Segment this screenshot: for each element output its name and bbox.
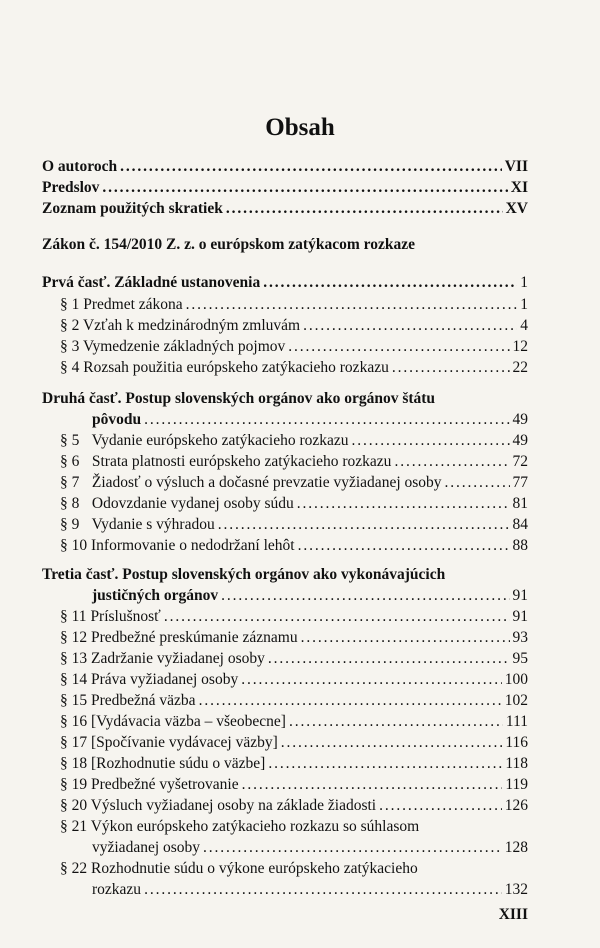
toc-entry-page: 49 (512, 432, 528, 449)
dot-leader (186, 296, 518, 314)
dot-leader (164, 608, 510, 626)
page-title: Obsah (265, 114, 335, 141)
toc-entry-preface (42, 179, 528, 201)
toc-entry (60, 296, 528, 318)
dot-leader (392, 359, 510, 377)
toc-entry-page: 77 (512, 474, 528, 491)
toc-entry (60, 650, 528, 672)
section-number: § 15 (60, 692, 88, 709)
page-number: XIII (498, 906, 528, 923)
toc-entry-label: O autoroch (42, 158, 118, 175)
toc-entry-page: 111 (505, 713, 528, 730)
section-number: § 7 (60, 474, 80, 491)
section-number: § 17 (60, 734, 88, 751)
toc-part-title: Prvá časť. Základné ustanovenia (42, 274, 261, 291)
toc-entry-page: 93 (512, 629, 528, 646)
toc-part-title-continued: justičných orgánov (92, 587, 219, 604)
toc-entry-page: 126 (504, 797, 528, 814)
toc-entry-label: Predbežné preskúmanie záznamu (91, 629, 298, 646)
section-number: § 3 (60, 338, 80, 355)
toc-entry-abbreviations (42, 200, 528, 222)
section-number: § 11 (60, 608, 87, 625)
toc-entry (60, 453, 528, 475)
toc-entry-22-line1 (60, 860, 418, 878)
toc-entry-page: 118 (505, 755, 528, 772)
section-number: § 5 (60, 432, 80, 449)
toc-part-3 (92, 587, 528, 609)
toc-entry-label: Odovzdanie vydanej osoby súdu (91, 495, 294, 512)
toc-entry-page: 116 (505, 734, 528, 751)
toc-entry-page: 128 (504, 839, 528, 856)
dot-leader (394, 453, 509, 471)
dot-leader (144, 411, 509, 429)
toc-entry-label: Vzťah k medzinárodným zmluvám (82, 317, 301, 334)
toc-entry (60, 432, 528, 454)
toc-entry (60, 776, 528, 798)
section-number: § 22 (60, 860, 88, 877)
toc-entry-page: 12 (512, 338, 528, 355)
section-number: § 8 (60, 495, 80, 512)
toc-entry-label: Príslušnosť (90, 608, 161, 625)
toc-part-1 (42, 274, 528, 296)
toc-entry-page: XI (510, 179, 528, 196)
toc-entry (60, 755, 528, 777)
dot-leader (379, 797, 502, 815)
dot-leader (352, 432, 510, 450)
toc-entry-page: 72 (512, 453, 528, 470)
dot-leader (303, 317, 517, 335)
toc-entry-label: Vydanie európskeho zatýkacieho rozkazu (91, 432, 349, 449)
dot-leader (298, 537, 510, 555)
toc-entry-label: Strata platnosti európskeho zatýkacieho rozkazu (91, 453, 392, 470)
dot-leader (263, 274, 517, 292)
toc-entry-page: XV (505, 200, 528, 217)
section-number: § 14 (60, 671, 88, 688)
section-number: § 21 (60, 818, 88, 835)
law-heading: Zákon č. 154/2010 Z. z. o európskom zatýkacom rozkaze (42, 236, 415, 253)
section-number: § 16 (60, 713, 88, 730)
toc-entry-page: 95 (512, 650, 528, 667)
toc-entry (60, 734, 528, 756)
section-number: § 10 (60, 537, 88, 554)
toc-entry-label: Predmet zákona (83, 296, 183, 313)
dot-leader (203, 839, 502, 857)
toc-entry-21 (92, 839, 528, 861)
toc-part-title-continued: pôvodu (92, 411, 142, 428)
toc-entry-page: 91 (512, 608, 528, 625)
toc-entry (60, 495, 528, 517)
dot-leader (289, 713, 503, 731)
toc-entry-label: Práva vyžiadanej osoby (91, 671, 239, 688)
section-number: § 20 (60, 797, 88, 814)
toc-entry-label: Rozsah použitia európskeho zatýkacieho rozkazu (83, 359, 389, 376)
toc-entry-label: Predbežná väzba (91, 692, 196, 709)
toc-entry (60, 692, 528, 714)
toc-entry-page: 91 (512, 587, 528, 604)
toc-entry-label: Výkon európskeho zatýkacieho rozkazu so súhlasom (90, 818, 420, 835)
toc-entry-page: 1 (520, 296, 528, 313)
toc-entry-page: 49 (512, 411, 528, 428)
toc-entry (60, 797, 528, 819)
toc-entry (60, 474, 528, 496)
section-number: § 12 (60, 629, 88, 646)
toc-entry-page: 88 (512, 537, 528, 554)
toc-entry-label: Informovanie o nedodržaní lehôt (91, 537, 295, 554)
toc-entry-authors (42, 158, 528, 180)
toc-part-2-title: Druhá časť. Postup slovenských orgánov ako orgánov štátu (42, 390, 436, 407)
toc-entry-page: 4 (520, 317, 528, 334)
toc-entry-page: 102 (504, 692, 528, 709)
dot-leader (218, 516, 510, 534)
toc-entry-page: 1 (520, 274, 528, 291)
toc-entry-page: 84 (512, 516, 528, 533)
dot-leader (226, 200, 503, 218)
toc-entry (60, 359, 528, 381)
section-number: § 18 (60, 755, 88, 772)
toc-entry-22 (92, 881, 528, 903)
section-number: § 13 (60, 650, 88, 667)
dot-leader (241, 671, 502, 689)
section-number: § 6 (60, 453, 80, 470)
dot-leader (144, 881, 502, 899)
dot-leader (120, 158, 502, 176)
dot-leader (445, 474, 510, 492)
dot-leader (301, 629, 510, 647)
dot-leader (281, 734, 503, 752)
section-number: § 19 (60, 776, 88, 793)
toc-entry-label: [Spočívanie vydávacej väzby] (91, 734, 278, 751)
dot-leader (288, 338, 509, 356)
section-number: § 4 (60, 359, 80, 376)
toc-entry (60, 317, 528, 339)
toc-entry-page: 100 (504, 671, 528, 688)
toc-entry-label: Zadržanie vyžiadanej osoby (91, 650, 265, 667)
dot-leader (199, 692, 502, 710)
toc-part-3-title: Tretia časť. Postup slovenských orgánov ako vykonávajúcich (42, 566, 446, 583)
toc-entry-page: 119 (505, 776, 528, 793)
dot-leader (268, 755, 502, 773)
toc-entry-label: Rozhodnutie súdu o výkone európskeho zatýkacieho (91, 860, 418, 877)
toc-entry (60, 629, 528, 651)
toc-entry-label-continued: rozkazu (92, 881, 142, 898)
toc-entry-page: VII (504, 158, 528, 175)
dot-leader (268, 650, 510, 668)
section-number: § 2 (60, 317, 80, 334)
toc-entry-label: [Vydávacia väzba – všeobecne] (91, 713, 286, 730)
toc-entry-label-continued: vyžiadanej osoby (92, 839, 201, 856)
dot-leader (102, 179, 507, 197)
toc-entry-label: Predbežné vyšetrovanie (91, 776, 239, 793)
dot-leader (221, 587, 509, 605)
toc-entry-21-line1 (60, 818, 419, 836)
toc-entry-page: 22 (512, 359, 528, 376)
toc-entry (60, 608, 528, 630)
toc-entry-label: Vydanie s výhradou (91, 516, 215, 533)
toc-entry-page: 81 (512, 495, 528, 512)
toc-part-2 (92, 411, 528, 433)
toc-entry-label: Žiadosť o výsluch a dočasné prevzatie vyžiadanej osoby (91, 474, 442, 491)
toc-entry (60, 338, 528, 360)
toc-entry (60, 516, 528, 538)
toc-entry-page: 132 (504, 881, 528, 898)
toc-entry-label: Zoznam použitých skratiek (42, 200, 223, 217)
toc-entry-label: Predslov (42, 179, 100, 196)
toc-entry (60, 671, 528, 693)
section-number: § 9 (60, 516, 80, 533)
dot-leader (242, 776, 503, 794)
dot-leader (297, 495, 510, 513)
toc-entry-label: [Rozhodnutie súdu o väzbe] (91, 755, 266, 772)
toc-entry-label: Výsluch vyžiadanej osoby na základe žiadosti (90, 797, 377, 814)
toc-entry (60, 713, 528, 735)
toc-entry-label: Vymedzenie základných pojmov (82, 338, 286, 355)
toc-entry (60, 537, 528, 559)
section-number: § 1 (60, 296, 80, 313)
